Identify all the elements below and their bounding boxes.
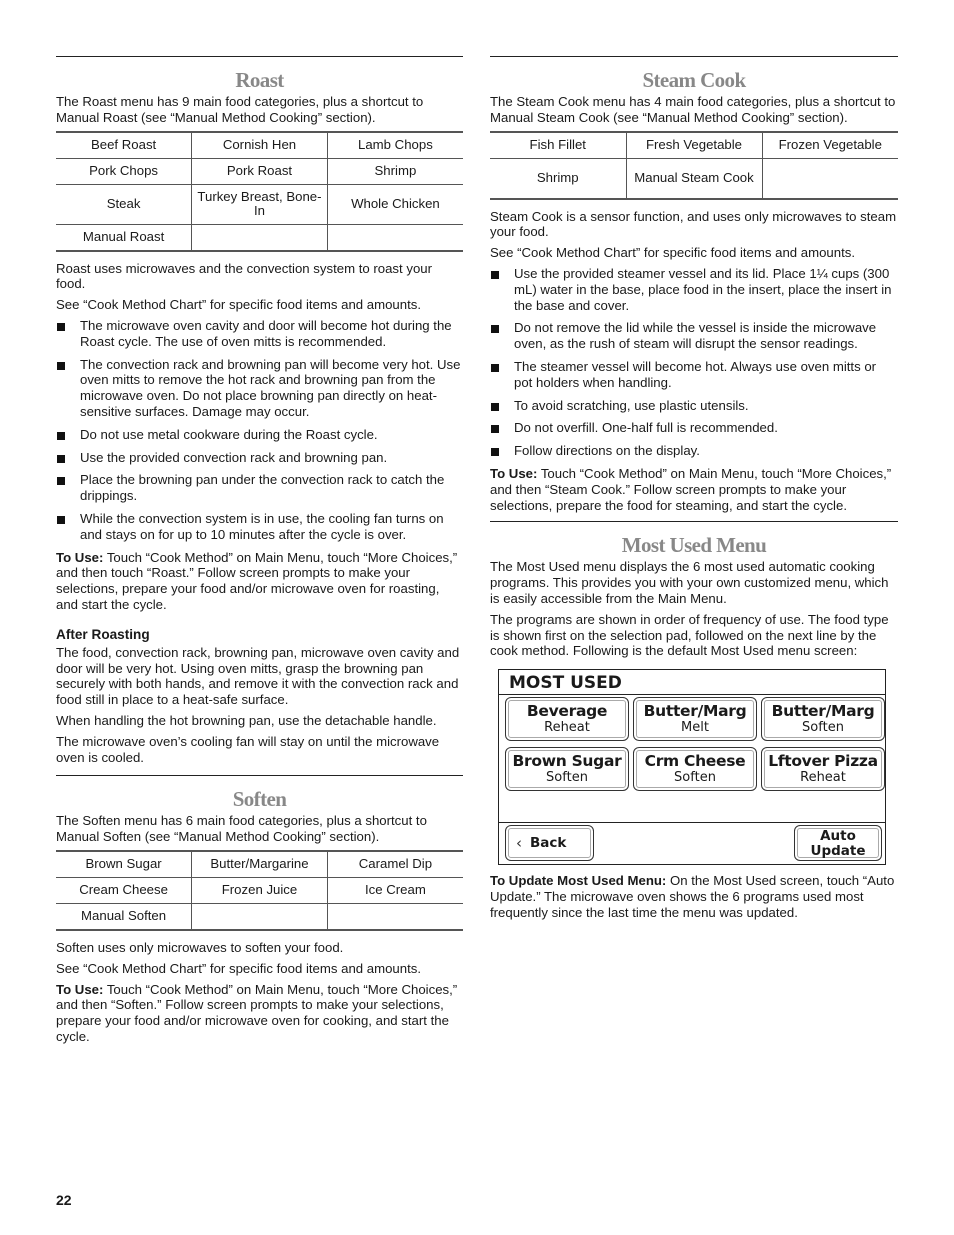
pad-butter-marg-melt[interactable] — [633, 697, 757, 741]
auto-update-line2: Update — [810, 843, 866, 860]
soften-heading: Soften — [232, 787, 287, 812]
table-row — [56, 132, 463, 159]
table-row — [490, 158, 898, 199]
pad-method-label: Soften — [674, 770, 716, 786]
list-item: Do not overfill. One-half full is recommended. — [490, 420, 898, 436]
table-cell: Pork Chops — [56, 158, 192, 184]
table-row — [56, 184, 463, 224]
list-item: Do not use metal cookware during the Roast cycle. — [56, 427, 463, 443]
chevron-left-icon: ‹ — [516, 834, 522, 853]
pad-food-label: Butter/Marg — [643, 702, 747, 721]
back-button-label: Back — [530, 835, 567, 852]
pad-food-label: Butter/Marg — [771, 702, 875, 721]
table-cell: Butter/Margarine — [192, 851, 328, 878]
update-label: To Update Most Used Menu: — [490, 873, 667, 889]
table-cell: Fresh Vegetable — [626, 132, 762, 159]
section-rule — [56, 775, 463, 776]
table-row — [490, 132, 898, 159]
table-cell: Cornish Hen — [192, 132, 328, 159]
auto-update-button[interactable] — [794, 825, 882, 861]
list-item: Place the browning pan under the convection rack to catch the drippings. — [56, 472, 463, 504]
list-item: Do not remove the lid while the vessel is inside the microwave oven, as the rush of steam will disrupt the sensor readings. — [490, 320, 898, 352]
to-use-text: Touch “Cook Method” on Main Menu, touch “More Choices,” and then “Steam Cook.” Follow screen prompts to make your selections, prepare the food for steaming, and start the cycle. — [490, 465, 892, 513]
pad-method-label: Soften — [802, 720, 844, 736]
table-cell: Shrimp — [490, 158, 626, 199]
table-row — [56, 903, 463, 930]
steam-table — [490, 131, 898, 200]
pad-beverage-reheat[interactable] — [505, 697, 629, 741]
table-cell: Ice Cream — [327, 877, 463, 903]
table-cell — [192, 903, 328, 930]
soften-to-use — [56, 982, 463, 1045]
divider — [499, 822, 885, 823]
soften-description: Soften uses only microwaves to soften your food. — [56, 939, 344, 955]
table-cell: Manual Roast — [56, 224, 192, 251]
page-number: 22 — [56, 1192, 72, 1208]
steam-chart-note: See “Cook Method Chart” for specific food items and amounts. — [490, 245, 856, 261]
roast-description: Roast uses microwaves and the convection system to roast your food. — [56, 260, 433, 292]
after-roasting-heading: After Roasting — [56, 626, 150, 642]
table-cell: Brown Sugar — [56, 851, 192, 878]
most-used-p2: The programs are shown in order of frequency of use. The food type is shown first on the selection pad, followed on the next line by the cook method. Following is the default Most Used menu screen: — [490, 611, 889, 659]
table-cell: Steak — [56, 184, 192, 224]
divider — [499, 694, 885, 695]
table-cell: Turkey Breast, Bone-In — [192, 184, 328, 224]
table-cell: Pork Roast — [192, 158, 328, 184]
steam-bullet-list — [490, 266, 898, 459]
table-cell: Manual Steam Cook — [626, 158, 762, 199]
table-row — [56, 224, 463, 251]
roast-chart-note: See “Cook Method Chart” for specific food items and amounts. — [56, 297, 422, 313]
table-cell: Beef Roast — [56, 132, 192, 159]
to-use-label: To Use: — [56, 549, 104, 565]
table-cell — [327, 224, 463, 251]
most-used-heading: Most Used Menu — [621, 533, 767, 558]
pad-food-label: Lftover Pizza — [768, 752, 878, 771]
roast-to-use — [56, 550, 463, 613]
pad-brown-sugar-soften[interactable] — [505, 747, 629, 791]
list-item: Use the provided convection rack and browning pan. — [56, 450, 463, 466]
table-row — [56, 851, 463, 878]
after-roasting-p1: The food, convection rack, browning pan, microwave oven cavity and door will be very hot. Using oven mitts, grasp the browning pan securely with both hands, and remove it with the convection rack and food still in place to a heat-safe surface. — [56, 644, 460, 708]
right-column — [490, 56, 898, 926]
steam-to-use — [490, 466, 898, 513]
table-cell: Whole Chicken — [327, 184, 463, 224]
to-use-label: To Use: — [490, 465, 538, 481]
pad-method-label: Reheat — [800, 770, 846, 786]
steam-cook-heading: Steam Cook — [642, 68, 746, 92]
table-cell: Manual Soften — [56, 903, 192, 930]
list-item: To avoid scratching, use plastic utensils. — [490, 398, 898, 414]
pad-crm-cheese-soften[interactable] — [633, 747, 757, 791]
roast-table — [56, 131, 463, 252]
to-use-text: Touch “Cook Method” on Main Menu, touch “More Choices,” and then “Soften.” Follow screen prompts to make your selections, prepare your food and/or microwave oven for cooking, and start the cycle. — [56, 981, 458, 1044]
soften-intro: The Soften menu has 6 main food categories, plus a shortcut to Manual Soften (see “Manual Method Cooking” section). — [56, 813, 427, 845]
steam-intro: The Steam Cook menu has 4 main food categories, plus a shortcut to Manual Steam Cook (see “Manual Method Cooking” section). — [490, 94, 896, 125]
pad-lftover-pizza-reheat[interactable] — [761, 747, 885, 791]
most-used-p1: The Most Used menu displays the 6 most used automatic cooking programs. This provides you with your own customized menu, which is easily accessible from the Main Menu. — [490, 559, 889, 606]
to-use-label: To Use: — [56, 981, 104, 997]
table-row — [56, 877, 463, 903]
list-item: The microwave oven cavity and door will become hot during the Roast cycle. The use of oven mitts is recommended. — [56, 318, 463, 350]
table-cell: Fish Fillet — [490, 132, 626, 159]
list-item: The convection rack and browning pan will become very hot. Use oven mitts to remove the hot rack and browning pan from the microwave oven. Do not place browning pan directly on heat-sensitive surfaces. Damage may occur. — [56, 357, 463, 420]
pad-method-label: Melt — [681, 720, 709, 736]
table-cell — [327, 903, 463, 930]
selection-pads — [505, 697, 885, 791]
list-item: While the convection system is in use, the cooling fan turns on and stays on for up to 10 minutes after the cycle is over. — [56, 511, 463, 543]
pad-food-label: Crm Cheese — [644, 752, 746, 771]
update-text: On the Most Used screen, touch “Auto Update.” The microwave oven shows the 6 programs used most frequently since the last time the menu was updated. — [490, 873, 895, 920]
pad-method-label: Soften — [546, 770, 588, 786]
roast-heading: Roast — [235, 68, 284, 92]
section-rule — [56, 56, 463, 57]
table-cell: Caramel Dip — [327, 851, 463, 878]
list-item: Use the provided steamer vessel and its lid. Place 1¼ cups (300 mL) water in the base, place food in the insert, place the insert in the base and cover. — [490, 266, 898, 313]
section-rule — [490, 56, 898, 57]
pad-method-label: Reheat — [544, 720, 590, 736]
table-cell: Cream Cheese — [56, 877, 192, 903]
table-cell: Shrimp — [327, 158, 463, 184]
screen-title: MOST USED — [509, 673, 622, 694]
left-column — [56, 56, 463, 1050]
table-cell: Lamb Chops — [327, 132, 463, 159]
to-use-text: Touch “Cook Method” on Main Menu, touch “More Choices,” and then touch “Roast.” Follow screen prompts to make your selections, prepare your food and/or microwave oven for roasting, and start the cycle. — [56, 549, 458, 612]
table-cell — [762, 158, 898, 199]
after-roasting-p2: When handling the hot browning pan, use the detachable handle. — [56, 712, 437, 728]
after-roasting-p3: The microwave oven’s cooling fan will stay on until the microwave oven is cooled. — [56, 733, 440, 765]
pad-butter-marg-soften[interactable] — [761, 697, 885, 741]
soften-chart-note: See “Cook Method Chart” for specific food items and amounts. — [56, 960, 422, 976]
table-cell: Frozen Juice — [192, 877, 328, 903]
list-item: Follow directions on the display. — [490, 443, 898, 459]
back-button[interactable] — [505, 825, 594, 861]
section-rule — [490, 521, 898, 522]
update-most-used — [490, 873, 898, 920]
pad-food-label: Brown Sugar — [512, 752, 622, 771]
list-item: The steamer vessel will become hot. Always use oven mitts or pot holders when handling. — [490, 359, 898, 391]
soften-table — [56, 850, 463, 931]
auto-update-line1: Auto — [820, 828, 856, 845]
pad-food-label: Beverage — [526, 702, 608, 721]
table-row — [56, 158, 463, 184]
table-cell: Frozen Vegetable — [762, 132, 898, 159]
steam-description: Steam Cook is a sensor function, and uses only microwaves to steam your food. — [490, 208, 897, 240]
roast-intro: The Roast menu has 9 main food categories, plus a shortcut to Manual Roast (see “Manual Method Cooking” section). — [56, 94, 424, 125]
table-cell — [192, 224, 328, 251]
most-used-screen — [498, 669, 886, 865]
roast-bullet-list — [56, 318, 463, 543]
